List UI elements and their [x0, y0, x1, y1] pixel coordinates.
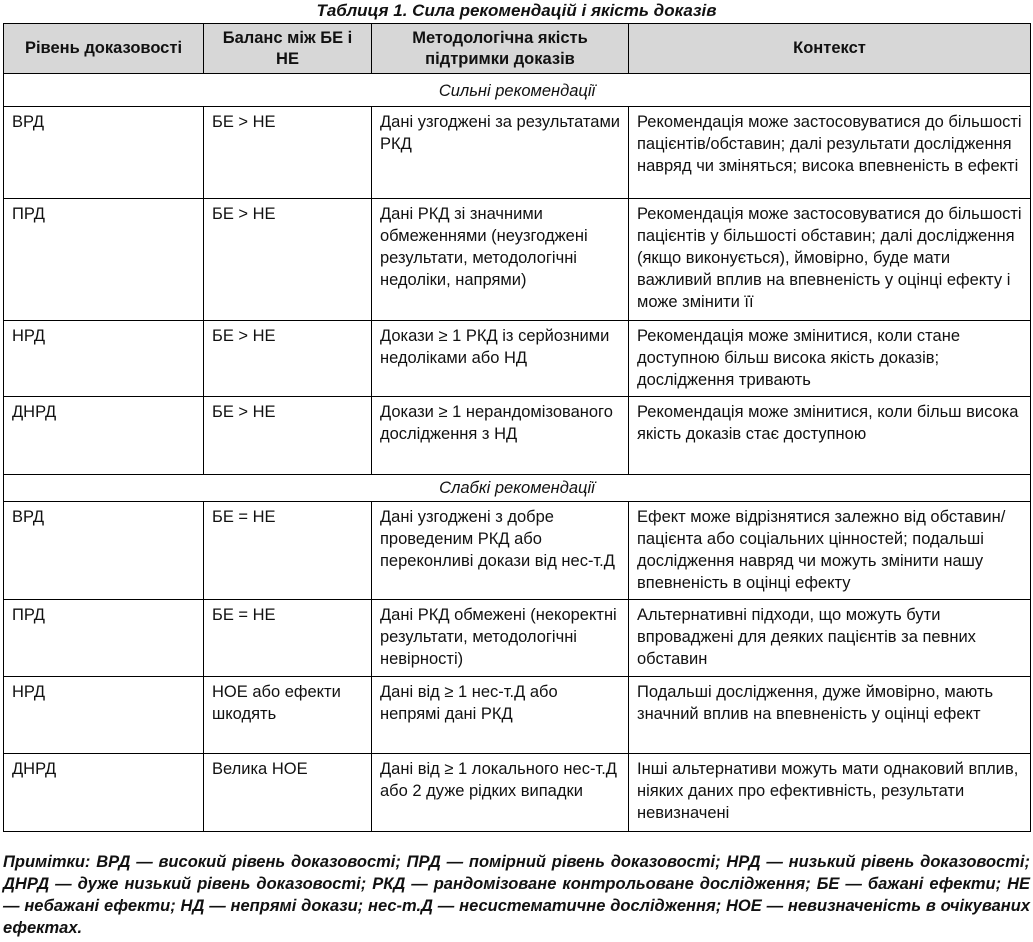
- table-row: [4, 107, 1031, 199]
- cell-context: Подальші дослідження, дуже ймовірно, мають значний вплив на впевненість у оцінці ефект: [629, 677, 1031, 754]
- cell-level: ВРД: [4, 502, 204, 600]
- table-title: Таблиця 1. Сила рекомендацій і якість доказів: [316, 1, 717, 20]
- cell-quality: Дані від ≥ 1 нес-т.Д або непрямі дані РКД: [372, 677, 629, 754]
- cell-level: НРД: [4, 321, 204, 397]
- cell-level: НРД: [4, 677, 204, 754]
- section-header-strong: [4, 74, 1031, 107]
- header-balance: Баланс між БЕ і НЕ: [204, 24, 372, 74]
- cell-balance: БЕ > НЕ: [204, 321, 372, 397]
- cell-quality: Докази ≥ 1 РКД із серйозними недоліками або НД: [372, 321, 629, 397]
- cell-level: ДНРД: [4, 754, 204, 832]
- cell-quality: Дані РКД обмежені (некоректні результати, методологічні невірності): [372, 600, 629, 677]
- table-notes: Примітки: ВРД — високий рівень доказовості; ПРД — помірний рівень доказовості; НРД — низький рівень доказовості; ДНРД — дуже низький рівень доказовості; РКД — рандомізоване контрольоване дослідження; БЕ — бажані ефекти; НЕ — небажані ефекти; НД — непрямі докази; нес-т.Д — несистематичне дослідження; НОЕ — невизначеність в очікуваних ефектах.: [3, 853, 1030, 937]
- cell-quality: Дані узгоджені з добре проведеним РКД або переконливі докази від нес-т.Д: [372, 502, 629, 600]
- table-row: [4, 754, 1031, 832]
- cell-context: Рекомендація може змінитися, коли стане доступною більш висока якість доказів; дослідження тривають: [629, 321, 1031, 397]
- evidence-table: [3, 23, 1031, 832]
- cell-balance: БЕ > НЕ: [204, 199, 372, 321]
- cell-level: ПРД: [4, 199, 204, 321]
- table-row: [4, 397, 1031, 475]
- cell-level: ВРД: [4, 107, 204, 199]
- cell-quality: Дані РКД зі значними обмеженнями (неузгоджені результати, методологічні недоліки, напрями): [372, 199, 629, 321]
- cell-balance: БЕ = НЕ: [204, 502, 372, 600]
- cell-quality: Дані узгоджені за результатами РКД: [372, 107, 629, 199]
- header-row: [4, 24, 1031, 74]
- cell-context: Рекомендація може застосовуватися до більшості пацієнтів у більшості обставин; далі дослідження (якщо виконується), ймовірно, буде мати важливий вплив на впевненість у оцінці ефекту і може змінити її: [629, 199, 1031, 321]
- table-row: [4, 199, 1031, 321]
- table-row: [4, 502, 1031, 600]
- table-row: [4, 321, 1031, 397]
- cell-context: Альтернативні підходи, що можуть бути впроваджені для деяких пацієнтів за певних обставин: [629, 600, 1031, 677]
- section-header-weak: [4, 475, 1031, 502]
- cell-balance: БЕ > НЕ: [204, 397, 372, 475]
- table-row: [4, 600, 1031, 677]
- table-row: [4, 677, 1031, 754]
- cell-context: Рекомендація може змінитися, коли більш висока якість доказів стає доступною: [629, 397, 1031, 475]
- cell-quality: Докази ≥ 1 нерандомізованого дослідження з НД: [372, 397, 629, 475]
- cell-context: Інші альтернативи можуть мати однаковий вплив, ніяких даних про ефективність, результати невизначені: [629, 754, 1031, 832]
- cell-quality: Дані від ≥ 1 локального нес-т.Д або 2 дуже рідких випадки: [372, 754, 629, 832]
- cell-balance: БЕ = НЕ: [204, 600, 372, 677]
- cell-balance: БЕ > НЕ: [204, 107, 372, 199]
- cell-balance: НОЕ або ефекти шкодять: [204, 677, 372, 754]
- cell-level: ДНРД: [4, 397, 204, 475]
- header-quality: Методологічна якість підтримки доказів: [372, 24, 629, 74]
- cell-balance: Велика НОЕ: [204, 754, 372, 832]
- section-label: Слабкі рекомендації: [4, 475, 1031, 502]
- cell-context: Рекомендація може застосовуватися до більшості пацієнтів/обставин; далі результати дослідження навряд чи зміняться; висока впевненість в ефекті: [629, 107, 1031, 199]
- header-level: Рівень доказовості: [4, 24, 204, 74]
- cell-context: Ефект може відрізнятися залежно від обставин/пацієнта або соціальних цінностей; подальші дослідження навряд чи можуть змінити нашу впевненість в оцінці ефекту: [629, 502, 1031, 600]
- section-label: Сильні рекомендації: [4, 74, 1031, 107]
- cell-level: ПРД: [4, 600, 204, 677]
- header-context: Контекст: [629, 24, 1031, 74]
